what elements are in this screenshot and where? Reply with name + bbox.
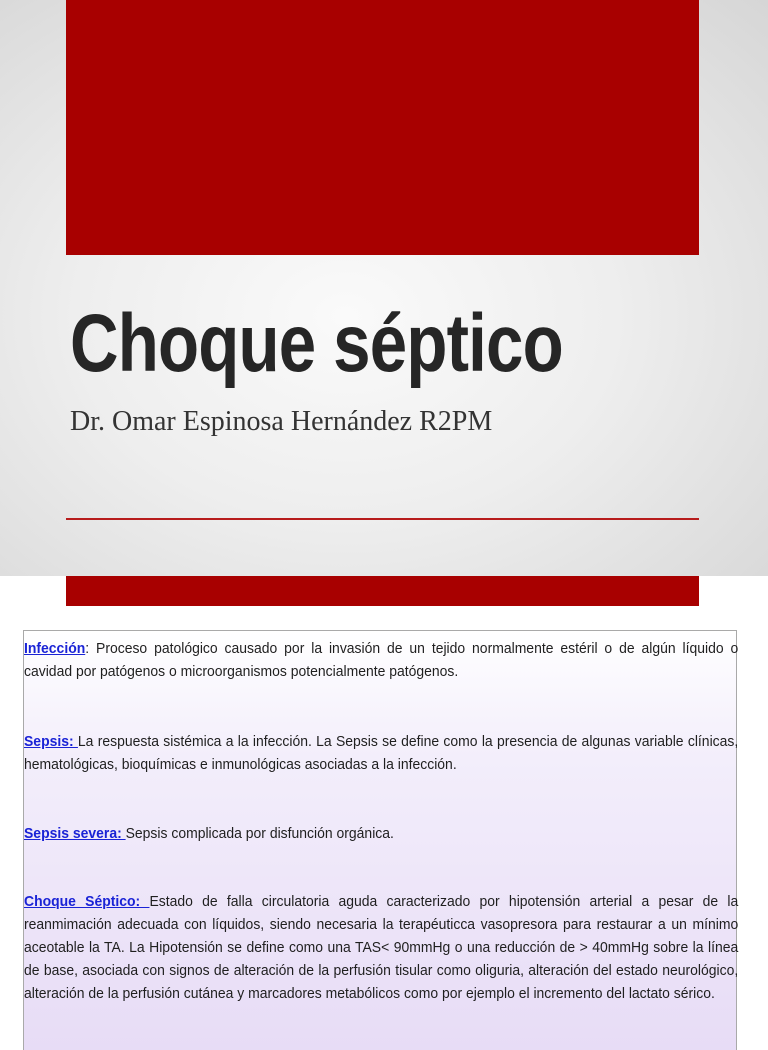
term-separator: : <box>85 640 90 657</box>
term-sepsis-severa: Sepsis severa: <box>24 825 126 842</box>
definition-text-sepsis-severa: Sepsis complicada por disfunción orgánica. <box>125 825 394 842</box>
term-sepsis: Sepsis: <box>24 733 78 750</box>
definition-sepsis <box>24 730 738 776</box>
definition-text-choque-septico: Estado de falla circulatoria aguda caracterizado por hipotensión arterial a pesar de la reanmimación adecuada con líquidos, siendo necesaria la terapéuticca vasopresora para restaurar a un mínimo aceotable la TA. La Hipotensión se define como una TAS< 90mmHg o una reducción de > 40mmHg sobre la línea de base, asociada con signos de alteración de la perfusión tisular como oliguria, alteración del estado neurológico, alteración de la perfusión cutánea y marcadores metabólicos como por ejemplo el incremento del lactato sérico. <box>24 893 739 1002</box>
definition-text-sepsis: La respuesta sistémica a la infección. La Sepsis se define como la presencia de algunas variable clínicas, hematológicas, bioquímicas e inmunológicas asociadas a la infección. <box>24 733 739 773</box>
top-accent-block <box>66 0 699 255</box>
definitions-slide <box>23 630 737 1050</box>
definition-sepsis-severa <box>24 822 738 845</box>
term-choque-septico: Choque Séptico: <box>24 893 150 910</box>
slide-subtitle-author: Dr. Omar Espinosa Hernández R2PM <box>70 406 493 437</box>
bottom-accent-block <box>66 576 699 606</box>
definition-text-infeccion: Proceso patológico causado por la invasión de un tejido normalmente estéril o de algún líquido o cavidad por patógenos o microorganismos potencialmente patógenos. <box>24 640 739 680</box>
definition-choque-septico <box>24 890 738 1005</box>
slide-title: Choque séptico <box>70 298 563 389</box>
divider-line <box>66 518 699 520</box>
term-infeccion: Infección <box>24 640 86 657</box>
definition-infeccion <box>24 637 738 683</box>
